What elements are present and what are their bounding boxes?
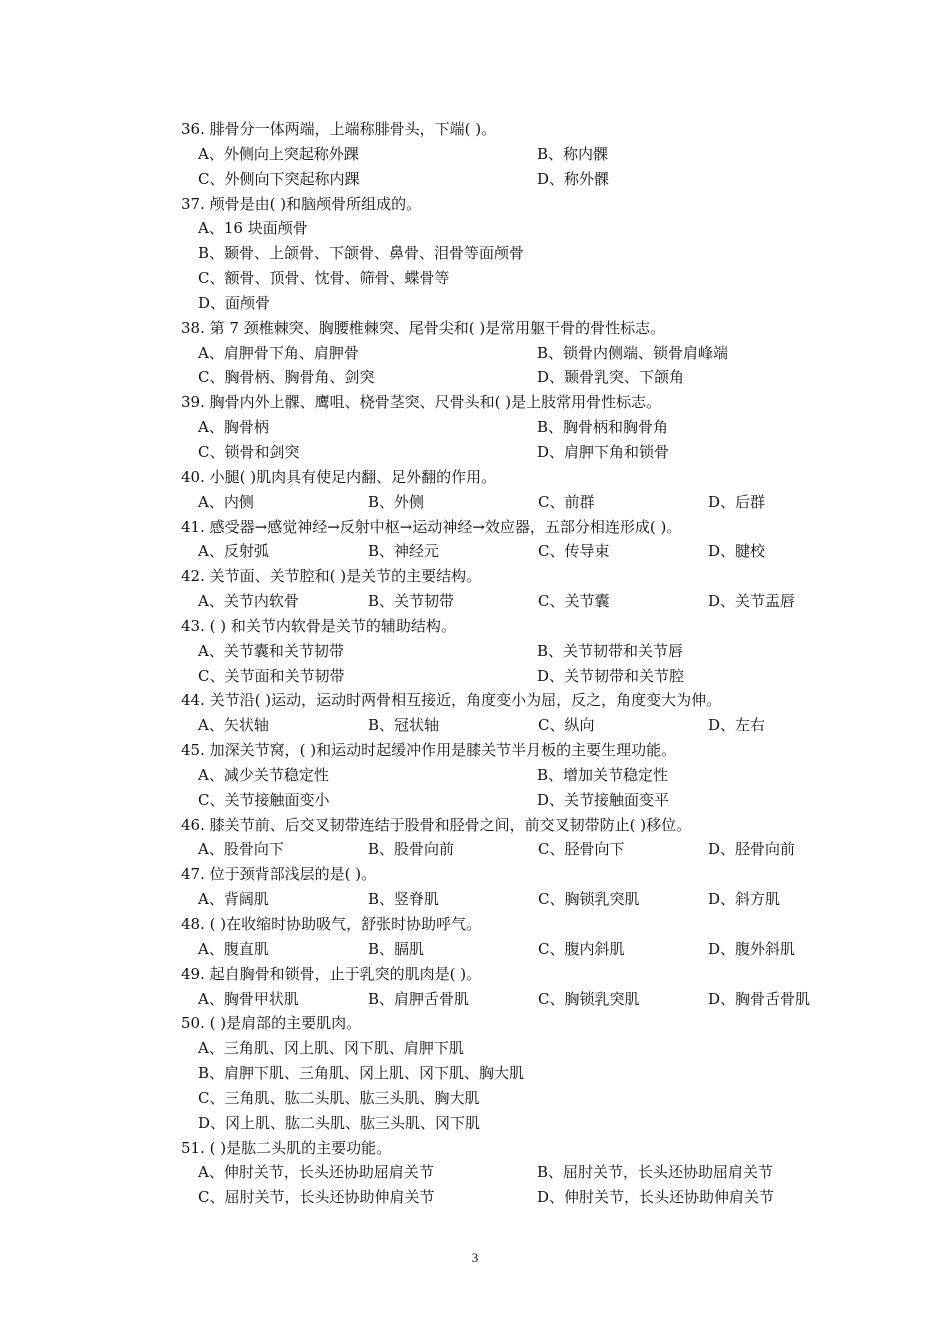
options-row xyxy=(181,1111,861,1136)
question-stem: 42. 关节面、关节腔和( )是关节的主要结构。 xyxy=(181,567,482,586)
answer-option: B、神经元 xyxy=(368,542,440,561)
answer-option: A、腹直肌 xyxy=(198,939,269,958)
answer-option: B、外侧 xyxy=(368,492,425,511)
question-stem: 45. 加深关节窝，( )和运动时起缓冲作用是膝关节半月板的主要生理功能。 xyxy=(181,741,677,760)
options-row xyxy=(181,1185,861,1210)
options-row xyxy=(181,142,861,167)
question-stem: 38. 第 7 颈椎棘突、胸腰椎棘突、尾骨尖和( )是常用躯干骨的骨性标志。 xyxy=(181,318,666,337)
answer-option: A、外侧向上突起称外踝 xyxy=(198,144,359,163)
options-row xyxy=(181,365,861,390)
answer-option: C、外侧向下突起称内踝 xyxy=(198,169,360,188)
answer-option: B、颞骨、上颌骨、下颌骨、鼻骨、泪骨等面颅骨 xyxy=(198,244,525,263)
answer-option: C、腹内斜肌 xyxy=(538,939,625,958)
question-stem: 47. 位于颈背部浅层的是( )。 xyxy=(181,865,377,884)
options-row xyxy=(181,440,861,465)
options-row xyxy=(181,1160,861,1185)
answer-option: B、肩胛舌骨肌 xyxy=(368,989,470,1008)
answer-option: C、关节接触面变小 xyxy=(198,790,330,809)
answer-option: A、三角肌、冈上肌、冈下肌、肩胛下肌 xyxy=(198,1039,464,1058)
question-stem: 43. ( ) 和关节内软骨是关节的辅助结构。 xyxy=(181,616,456,635)
answer-option: B、关节韧带 xyxy=(368,592,455,611)
options-row xyxy=(181,639,861,664)
answer-option: C、纵向 xyxy=(538,716,595,735)
answer-option: C、胸骨柄、胸骨角、剑突 xyxy=(198,368,375,387)
options-row xyxy=(181,341,861,366)
answer-option: B、增加关节稳定性 xyxy=(537,765,669,784)
answer-option: A、关节内软骨 xyxy=(198,592,299,611)
answer-option: D、面颅骨 xyxy=(198,293,271,312)
answer-option: D、腹外斜肌 xyxy=(708,939,796,958)
answer-option: D、关节接触面变平 xyxy=(537,790,670,809)
answer-option: B、胸骨柄和胸骨角 xyxy=(537,418,669,437)
answer-option: A、胸骨甲状肌 xyxy=(198,989,299,1008)
answer-option: A、股骨向下 xyxy=(198,840,284,859)
answer-option: D、肩胛下角和锁骨 xyxy=(537,442,670,461)
question-stem: 36. 腓骨分一体两端，上端称腓骨头，下端( )。 xyxy=(181,120,497,138)
options-row xyxy=(181,490,861,515)
answer-option: A、矢状轴 xyxy=(198,716,269,735)
answer-option: C、关节囊 xyxy=(538,592,610,611)
answer-option: A、肩胛骨下角、肩胛骨 xyxy=(198,343,359,362)
page-number: 3 xyxy=(471,1250,479,1265)
options-row xyxy=(181,241,861,266)
question-stem: 37. 颅骨是由( )和脑颅骨所组成的。 xyxy=(181,194,422,213)
question-stem: 51. ( )是肱二头肌的主要功能。 xyxy=(181,1138,392,1157)
answer-option: B、肩胛下肌、三角肌、冈上肌、冈下肌、胸大肌 xyxy=(198,1064,525,1083)
options-row xyxy=(181,763,861,788)
answer-option: C、胫骨向下 xyxy=(538,840,625,859)
answer-option: C、屈肘关节，长头还协助伸肩关节 xyxy=(198,1188,435,1207)
answer-option: D、颞骨乳突、下颌角 xyxy=(537,368,685,387)
answer-option: C、锁骨和剑突 xyxy=(198,442,300,461)
answer-option: D、伸肘关节，长头还协助伸肩关节 xyxy=(537,1188,775,1207)
answer-option: C、额骨、顶骨、忱骨、筛骨、蝶骨等 xyxy=(198,269,450,288)
answer-option: C、三角肌、肱二头肌、肱三头肌、胸大肌 xyxy=(198,1088,480,1107)
answer-option: B、股骨向前 xyxy=(368,840,455,859)
answer-option: D、关节盂唇 xyxy=(708,592,796,611)
answer-option: D、关节韧带和关节腔 xyxy=(537,666,685,685)
answer-option: A、伸肘关节，长头还协助屈肩关节 xyxy=(198,1163,434,1182)
answer-option: A、反射弧 xyxy=(198,542,269,561)
answer-option: D、称外髁 xyxy=(537,169,610,188)
answer-option: D、冈上肌、肱二头肌、肱三头肌、冈下肌 xyxy=(198,1113,481,1132)
answer-option: D、胫骨向前 xyxy=(708,840,796,859)
question-stem: 41. 感受器→感觉神经→反射中枢→运动神经→效应器，五部分相连形成( )。 xyxy=(181,517,682,536)
answer-option: B、竖脊肌 xyxy=(368,890,440,909)
answer-option: D、左右 xyxy=(708,716,766,735)
question-stem: 50. ( )是肩部的主要肌肉。 xyxy=(181,1014,362,1033)
answer-option: D、腱校 xyxy=(708,542,766,561)
answer-option: D、后群 xyxy=(708,492,766,511)
question-stem: 39. 胸骨内外上髁、鹰咀、桡骨茎突、尺骨头和( )是上肢常用骨性标志。 xyxy=(181,393,662,412)
question-stem: 48. ( )在收缩时协助吸气，舒张时协助呼气。 xyxy=(181,915,482,933)
options-row xyxy=(181,937,861,962)
answer-option: D、胸骨舌骨肌 xyxy=(708,989,811,1008)
options-row xyxy=(181,987,861,1012)
answer-option: B、冠状轴 xyxy=(368,716,440,735)
options-row xyxy=(181,266,861,291)
answer-option: A、内侧 xyxy=(198,492,254,511)
answer-option: A、关节囊和关节韧带 xyxy=(198,641,344,660)
answer-option: B、锁骨内侧端、锁骨肩峰端 xyxy=(537,343,729,362)
question-stem: 46. 膝关节前、后交叉韧带连结于股骨和胫骨之间，前交叉韧带防止( )移位。 xyxy=(181,815,692,834)
options-row xyxy=(181,291,861,316)
answer-option: B、膈肌 xyxy=(368,939,425,958)
options-row xyxy=(181,887,861,912)
answer-option: C、胸锁乳突肌 xyxy=(538,989,640,1008)
options-row xyxy=(181,713,861,738)
answer-option: A、胸骨柄 xyxy=(198,418,269,437)
answer-option: A、16 块面颅骨 xyxy=(198,219,308,238)
options-row xyxy=(181,1086,861,1111)
answer-option: B、关节韧带和关节唇 xyxy=(537,641,684,660)
options-row xyxy=(181,1061,861,1086)
options-row xyxy=(181,167,861,192)
answer-option: A、背阔肌 xyxy=(198,890,269,909)
question-list xyxy=(181,117,861,1210)
question-stem: 40. 小腿( )肌肉具有使足内翻、足外翻的作用。 xyxy=(181,467,497,486)
question-stem: 49. 起自胸骨和锁骨，止于乳突的肌肉是( )。 xyxy=(181,964,482,983)
answer-option: A、减少关节稳定性 xyxy=(198,765,329,784)
answer-option: B、屈肘关节，长头还协助屈肩关节 xyxy=(537,1163,774,1182)
options-row xyxy=(181,837,861,862)
options-row xyxy=(181,216,861,241)
answer-option: D、斜方肌 xyxy=(708,890,781,909)
answer-option: C、传导束 xyxy=(538,542,610,561)
options-row xyxy=(181,539,861,564)
answer-option: C、关节面和关节韧带 xyxy=(198,666,345,685)
answer-option: B、称内髁 xyxy=(537,144,609,163)
answer-option: C、前群 xyxy=(538,492,595,511)
options-row xyxy=(181,1036,861,1061)
question-stem: 44. 关节沿( )运动，运动时两骨相互接近，角度变小为屈，反之，角度变大为伸。 xyxy=(181,691,722,710)
answer-option: C、胸锁乳突肌 xyxy=(538,890,640,909)
options-row xyxy=(181,589,861,614)
options-row xyxy=(181,664,861,689)
options-row xyxy=(181,788,861,813)
options-row xyxy=(181,415,861,440)
